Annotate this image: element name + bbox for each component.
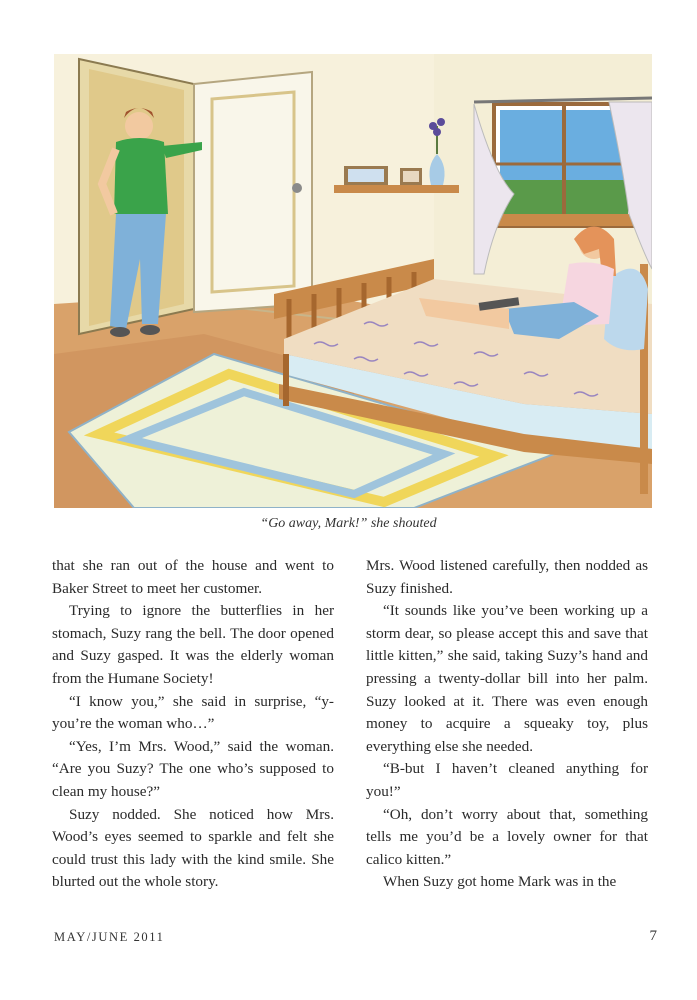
paragraph: Trying to ignore the butterflies in her stomach, Suzy rang the bell. The door opened and Suzy gasped. It was the elderly woman from the Humane Society! (52, 602, 334, 687)
right-column (366, 555, 648, 894)
paragraph: When Suzy got home Mark was in the (383, 873, 617, 891)
paragraph: “B-but I haven’t cleaned anything for you!” (366, 760, 648, 800)
paragraph: “I know you,” she said in surprise, “y-you’re the woman who…” (52, 692, 334, 733)
illustration-caption: “Go away, Mark!” she shouted (260, 516, 437, 531)
issue-folio: MAY/JUNE 2011 (54, 930, 165, 944)
paragraph: “It sounds like you’ve been working up a storm dear, so please accept this and save that little kitten,” she said, taking Suzy’s hand and pressing a twenty-dollar bill into her palm. Suzy looked at it. There was even enough money to acquire a squeaky toy, plus everything else she needed. (366, 602, 648, 755)
bedroom-illustration (54, 54, 652, 508)
paragraph: Mrs. Wood listened carefully, then nodded as Suzy finished. (366, 557, 648, 597)
paragraph: “Yes, I’m Mrs. Wood,” said the woman. “Are you Suzy? The one who’s supposed to clean my house?” (52, 737, 334, 800)
paragraph: that she ran out of the house and went to Baker Street to meet her customer. (52, 557, 334, 597)
paragraph: “Oh, don’t worry about that, something tells me you’d be a lovely owner for that calico kitten.” (366, 805, 648, 868)
page-number: 7 (649, 928, 657, 944)
paragraph: Suzy nodded. She noticed how Mrs. Wood’s eyes seemed to sparkle and felt she could trust this lady with the kind smile. She blurted out the whole story. (52, 805, 334, 891)
bedroom-scene (54, 54, 652, 508)
left-column (52, 555, 334, 894)
